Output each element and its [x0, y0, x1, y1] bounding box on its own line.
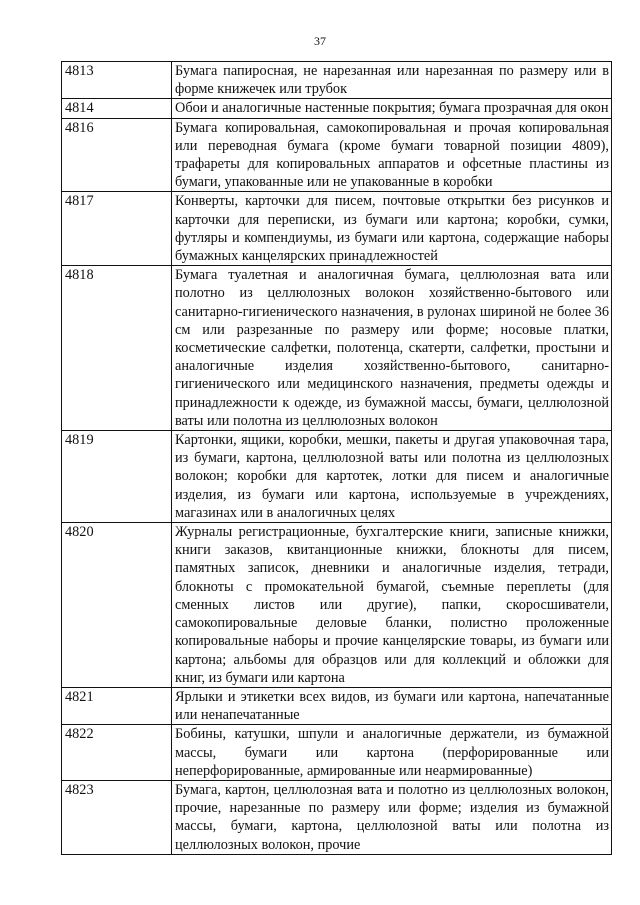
row-description: Бумага копировальная, самокопировальная и прочая копировальная или переводная бумага (кроме бумаги товарной позиции 4809), трафареты для копировальных аппаратов и офсетные пластины из бумаги, упакованные или не упакованные в коробки — [172, 118, 612, 192]
row-code: 4822 — [62, 725, 172, 781]
row-code: 4820 — [62, 523, 172, 688]
row-code: 4819 — [62, 431, 172, 523]
row-description: Бумага папиросная, не нарезанная или нарезанная по размеру или в форме книжечек или трубок — [172, 62, 612, 99]
table-row — [62, 192, 612, 266]
row-description: Ярлыки и этикетки всех видов, из бумаги или картона, напечатанные или ненапечатанные — [172, 687, 612, 724]
row-code: 4814 — [62, 99, 172, 118]
table-row — [62, 523, 612, 688]
table-row — [62, 780, 612, 854]
row-code: 4821 — [62, 687, 172, 724]
row-description: Бумага, картон, целлюлозная вата и полотно из целлюлозных волокон, прочие, нарезанные по размеру или форме; изделия из бумажной массы, бумаги, картона, целлюлозной ваты или полотна из целлюлозных волокон, прочие — [172, 780, 612, 854]
row-description: Бобины, катушки, шпули и аналогичные держатели, из бумажной массы, бумаги или картона (перфорированные или неперфорированные, армированные или неармированные) — [172, 725, 612, 781]
commodity-codes-table — [61, 61, 612, 855]
table-row — [62, 725, 612, 781]
row-code: 4817 — [62, 192, 172, 266]
table-row — [62, 687, 612, 724]
row-description: Обои и аналогичные настенные покрытия; бумага прозрачная для окон — [172, 99, 612, 118]
row-description: Бумага туалетная и аналогичная бумага, целлюлозная вата или полотно из целлюлозных волокон хозяйственно-бытового или санитарно-гигиенического назначения, в рулонах шириной не более 36 см или разрезанные по размеру или форме; носовые платки, косметические салфетки, полотенца, скатерти, салфетки, простыни и аналогичные изделия хозяйственно-бытового, санитарно-гигиенического или медицинского назначения, предметы одежды и принадлежности к одежде, из бумажной массы, бумаги, целлюлозной ваты или полотна из целлюлозных волокон — [172, 266, 612, 431]
row-code: 4816 — [62, 118, 172, 192]
table-row — [62, 62, 612, 99]
row-description: Конверты, карточки для писем, почтовые открытки без рисунков и карточки для переписки, из бумаги или картона; коробки, сумки, футляры и компендиумы, из бумаги или картона, содержащие наборы бумажных канцелярских принадлежностей — [172, 192, 612, 266]
row-code: 4818 — [62, 266, 172, 431]
table-row — [62, 266, 612, 431]
page-number: 37 — [314, 34, 326, 48]
table-row — [62, 99, 612, 118]
row-code: 4813 — [62, 62, 172, 99]
table-row — [62, 431, 612, 523]
table-row — [62, 118, 612, 192]
row-code: 4823 — [62, 780, 172, 854]
row-description: Картонки, ящики, коробки, мешки, пакеты и другая упаковочная тара, из бумаги, картона, целлюлозной ваты или полотна из целлюлозных волокон; коробки для картотек, лотки для писем и аналогичные изделия, из бумаги или картона, используемые в учреждениях, магазинах или в аналогичных целях — [172, 431, 612, 523]
row-description: Журналы регистрационные, бухгалтерские книги, записные книжки, книги заказов, квитанционные книжки, блокноты для писем, памятных записок, дневники и аналогичные изделия, тетради, блокноты с промокательной бумагой, съемные переплеты (для сменных листов или другие), папки, скоросшиватели, самокопировальные деловые бланки, полистно проложенные копировальные наборы и прочие канцелярские товары, из бумаги или картона; альбомы для образцов или для коллекций и обложки для книг, из бумаги или картона — [172, 523, 612, 688]
